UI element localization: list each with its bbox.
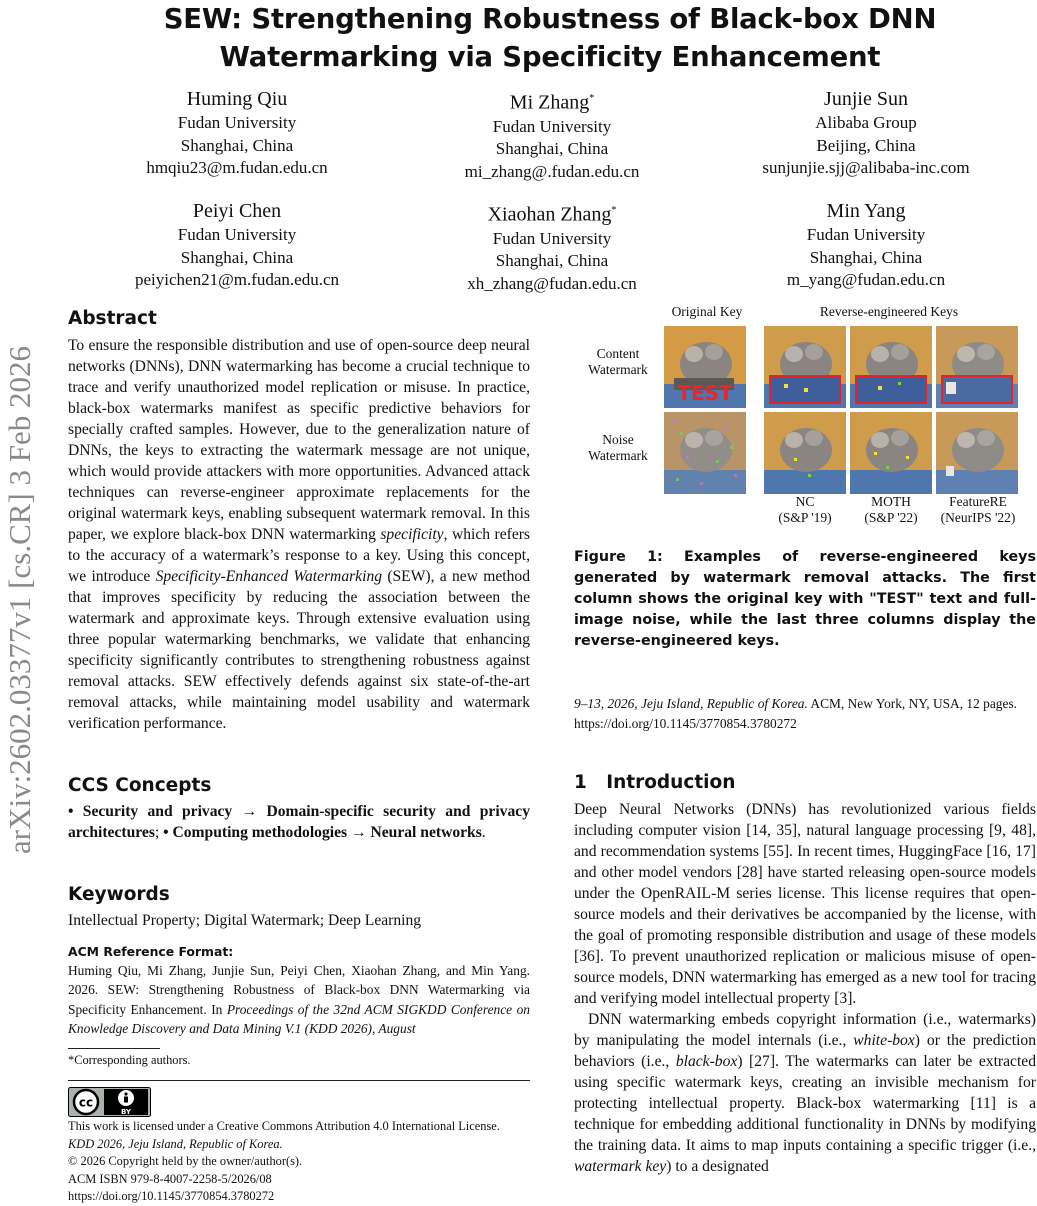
keywords-heading: Keywords bbox=[68, 884, 170, 905]
method-label: NC (S&P '19) bbox=[778, 494, 832, 525]
doi-line: https://doi.org/10.1145/3770854.3780272 bbox=[68, 1189, 275, 1203]
author-affiliation: Fudan University bbox=[177, 225, 297, 244]
author-name: Mi Zhang bbox=[509, 91, 590, 114]
acm-reference-text-part2: 9–13, 2026, Jeju Island, Republic of Korea. ACM, New York, NY, USA, 12 pages. https://doi.org/10.1145/3770854.3780272 bbox=[574, 696, 1017, 731]
author-affiliation: Fudan University bbox=[492, 116, 612, 136]
author-name: Min Yang bbox=[826, 200, 906, 222]
original-noise-key-image bbox=[664, 412, 746, 494]
abstract-heading: Abstract bbox=[68, 308, 157, 329]
author-email: hmqiu23@m.fudan.edu.cn bbox=[146, 158, 328, 177]
cc-text: cc bbox=[78, 1095, 94, 1110]
author-block bbox=[701, 86, 1031, 180]
author-name: Xiaohan Zhang bbox=[487, 203, 612, 226]
ccs-heading: CCS Concepts bbox=[68, 775, 212, 796]
license-block bbox=[68, 1118, 530, 1206]
author-block bbox=[387, 86, 717, 183]
featurere-noise-key-image bbox=[936, 412, 1018, 494]
arxiv-id-text: arXiv:2602.03377v1 [cs.CR] 3 Feb 2026 bbox=[2, 345, 37, 855]
method-label: MOTH (S&P '22) bbox=[864, 494, 918, 525]
cc-by-logo bbox=[68, 1087, 151, 1117]
arxiv-identifier-stamp bbox=[0, 270, 40, 930]
author-email: xh_zhang@fudan.edu.cn bbox=[467, 273, 637, 293]
figure-1 bbox=[574, 300, 1036, 535]
author-affiliation: Fudan University bbox=[177, 113, 297, 132]
keywords-section bbox=[68, 884, 530, 931]
footnote: *Corresponding authors. bbox=[68, 1053, 191, 1067]
introduction-heading: 1 Introduction bbox=[574, 772, 736, 793]
isbn-line: ACM ISBN 979-8-4007-2258-5/2026/08 bbox=[68, 1171, 272, 1186]
license-line: This work is licensed under a Creative Commons Attribution 4.0 International License. bbox=[68, 1119, 500, 1133]
intro-paragraph-2: DNN watermarking embeds copyright information (i.e., watermarks) by manipulating the model internals (i.e., white-box) or the prediction behaviors (i.e., black-box) [27]. The watermarks can later be extracted using specific watermark keys, creating an invisible mechanism for protecting intellectual property. Black-box watermarking [11] is a technique for embedding additional functionality in DNNs by modifying the training data. It aims to map inputs containing a specific trigger (i.e., watermark key) to a designated bbox=[574, 1011, 1036, 1175]
author-block bbox=[701, 198, 1031, 292]
title-line-1: SEW: Strengthening Robustness of Black-box DNN bbox=[163, 3, 937, 35]
abstract-section bbox=[68, 308, 530, 734]
author-affiliation: Fudan University bbox=[806, 225, 926, 244]
author-email: mi_zhang@.fudan.edu.cn bbox=[464, 161, 640, 181]
corresponding-mark: * bbox=[611, 205, 617, 216]
title-line-2: Watermarking via Specificity Enhancement bbox=[219, 41, 881, 73]
author-location: Beijing, China bbox=[816, 135, 916, 155]
col-label-reverse: Reverse-engineered Keys bbox=[819, 304, 959, 319]
by-text: BY bbox=[120, 1108, 132, 1116]
row-label-noise: Noise Watermark bbox=[588, 432, 648, 463]
acm-reference-text-part1: Huming Qiu, Mi Zhang, Junjie Sun, Peiyi Chen, Xiaohan Zhang, and Min Yang. 2026. SEW: Strengthening Robustness of Black-box DNN Watermarking via Specificity Enhancement. In Proceedings of the 32nd ACM SIGKDD Conference on Knowledge Discovery and Data Mining V.1 (KDD 2026), August bbox=[68, 962, 530, 1036]
featurere-content-key-image bbox=[936, 326, 1018, 408]
author-location: Shanghai, China bbox=[180, 247, 294, 267]
author-name: Huming Qiu bbox=[186, 88, 288, 110]
copyright-line: © 2026 Copyright held by the owner/author(s). bbox=[68, 1154, 303, 1168]
paper-title bbox=[60, 0, 1037, 76]
keywords-text: Intellectual Property; Digital Watermark; Deep Learning bbox=[68, 912, 422, 929]
introduction-section bbox=[574, 772, 1036, 1177]
author-affiliation: Fudan University bbox=[492, 228, 612, 248]
author-email: peiyichen21@m.fudan.edu.cn bbox=[134, 270, 339, 289]
figure-1-caption: Figure 1: Examples of reverse-engineered keys generated by watermark removal attacks. The first column shows the original key with "TEST" text and full-image noise, while the last three columns display the reverse-engineered keys. bbox=[574, 549, 1036, 649]
moth-noise-key-image bbox=[850, 412, 932, 494]
test-watermark-text: TEST bbox=[677, 381, 733, 405]
nc-noise-key-image bbox=[764, 412, 846, 494]
author-name: Peiyi Chen bbox=[192, 200, 282, 222]
nc-content-key-image bbox=[764, 326, 846, 408]
author-location: Shanghai, China bbox=[495, 139, 609, 159]
license-venue: KDD 2026, Jeju Island, Republic of Korea. bbox=[68, 1136, 283, 1151]
ccs-section bbox=[68, 775, 530, 843]
author-location: Shanghai, China bbox=[495, 251, 609, 271]
author-location: Shanghai, China bbox=[180, 135, 294, 155]
author-affiliation: Alibaba Group bbox=[815, 113, 917, 132]
author-email: sunjunjie.sjj@alibaba-inc.com bbox=[762, 158, 970, 177]
author-name: Junjie Sun bbox=[824, 88, 908, 110]
author-block bbox=[387, 198, 717, 295]
ccs-text: • Security and privacy → Domain-specific security and privacy architectures; • Computing methodologies → Neural networks. bbox=[68, 803, 530, 841]
abstract-text: To ensure the responsible distribution and use of open-source deep neural networks (DNNs), DNN watermarking has become a crucial technique to trace and verify unauthorized model replication or misuse. In practice, black-box watermarks manifest as specific predictive behaviors for specially crafted samples. However, due to the generalization nature of DNNs, the keys to extracting the watermark message are not unique, which would provide attackers with more opportunities. Advanced attack techniques can reverse-engineer approximate replacements for the original watermark keys, enabling subsequent watermark removal. In this paper, we explore black-box DNN watermarking specificity, which refers to the accuracy of a watermark’s response to a key. Using this concept, we introduce Specificity-Enhanced Watermarking (SEW), a new method that improves specificity by reducing the association between the watermark and approximate keys. Through extensive evaluation using three popular watermarking benchmarks, we validate that enhancing specificity significantly contributes to strengthening robustness against removal attacks. SEW effectively defends against six state-of-the-art removal attacks, while maintaining model usability and watermark verification performance. bbox=[68, 337, 531, 732]
method-label: FeatureRE (NeurIPS '22) bbox=[940, 494, 1016, 525]
author-block bbox=[72, 86, 402, 180]
moth-content-key-image bbox=[850, 326, 932, 408]
col-label-original: Original Key bbox=[671, 304, 743, 319]
proceedings-title-part1: Proceedings of the 32nd ACM SIGKDD Conference on Knowledge Discovery and Data Mining V.1 (KDD 2026), August bbox=[68, 1001, 530, 1036]
author-email: m_yang@fudan.edu.cn bbox=[786, 270, 946, 289]
author-block bbox=[72, 198, 402, 292]
intro-paragraph-1: Deep Neural Networks (DNNs) has revolutionized various fields including computer vision [14, 35], natural language processing [9, 48], and recommendation systems [55]. In recent times, HuggingFace [16, 17] and other model vendors [28] have started releasing open-source models under the OpenRAIL-M series license. This license requires that open-source models and their derivatives be accompanied by the license, with the goal of promoting responsible distribution and usage of these models [36]. To prevent unauthorized replication or malicious misuse of open-source models, DNN watermarking has emerged as a new tool for tracing and verifying model intellectual property [3]. bbox=[574, 801, 1036, 1007]
proceedings-title-part2: 9–13, 2026, Jeju Island, Republic of Korea. bbox=[574, 696, 808, 711]
footnote-rule bbox=[68, 1048, 160, 1049]
acm-reference-heading: ACM Reference Format: bbox=[68, 944, 234, 959]
row-label-content: Content Watermark bbox=[588, 346, 648, 377]
original-content-key-image bbox=[664, 326, 746, 408]
author-location: Shanghai, China bbox=[809, 247, 923, 267]
license-rule bbox=[68, 1080, 530, 1081]
corresponding-mark: * bbox=[589, 93, 595, 104]
acm-reference-section bbox=[68, 943, 530, 1040]
